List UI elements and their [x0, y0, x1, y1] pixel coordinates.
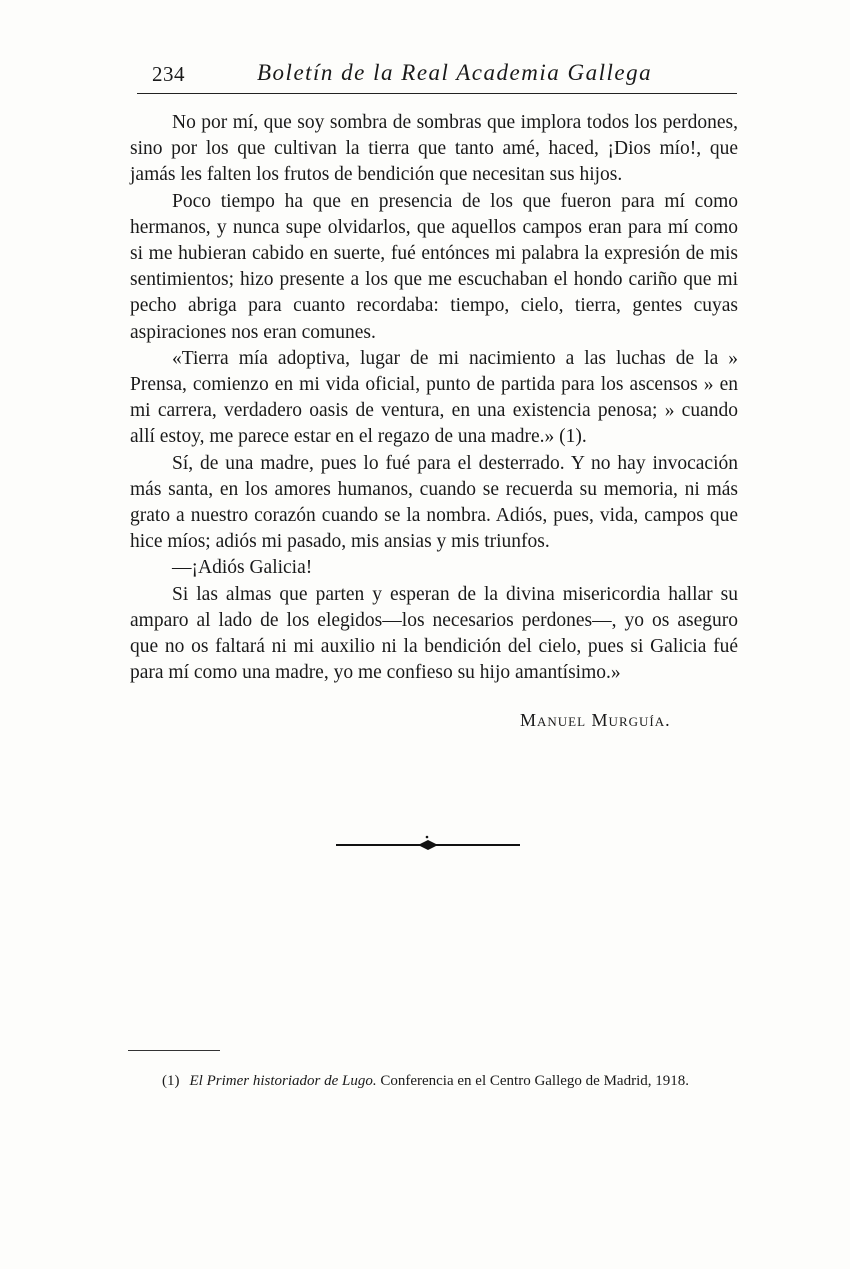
author-signature: Manuel Murguía.: [520, 710, 671, 730]
paragraph: —¡Adiós Galicia!: [172, 557, 313, 579]
running-title: Boletín de la Real Academia Gallega: [257, 60, 653, 85]
paragraph: No por mí, que soy sombra de sombras que implora todos los perdones, sino por los que cultivan la tierra que tanto amé, haced, ¡Dios mío!, que jamás les falten los frutos de bendición que necesitan sus hijos.: [130, 112, 738, 186]
footnote-marker: (1): [162, 1073, 180, 1089]
header-rule: [137, 93, 737, 94]
paragraph: Si las almas que parten y esperan de la divina misericordia hallar su amparo al lado de los elegidos—los necesarios perdones—, yo os aseguro que no os faltará ni mi auxilio ni la bendición del cielo, pues si Galicia fué para mí como una madre, yo me confieso su hijo amantísimo.»: [130, 583, 738, 684]
footnote-text: Conferencia en el Centro Gallego de Madrid, 1918.: [376, 1073, 689, 1089]
ornament-divider: [336, 835, 520, 855]
page-header: [137, 60, 737, 90]
footnote-rule: [128, 1050, 220, 1051]
body-text: [130, 110, 738, 686]
paragraph: Poco tiempo ha que en presencia de los que fueron para mí como hermanos, y nunca supe olvidarlos, que aquellos campos eran para mí como si me hubieran cabido en suerte, fué entónces mi palabra la expresión de mis sentimientos; hizo presente a los que me escuchaban el hondo cariño que mi pecho abriga para cuanto recordaba: tiempo, cielo, tierra, gentes cuyas aspiraciones nos eran comunes.: [130, 190, 738, 343]
paragraph: Sí, de una madre, pues lo fué para el desterrado. Y no hay invocación más santa, en los amores humanos, cuando se recuerda su memoria, ni más grato a nuestro corazón cuando se la nombra. Adiós, pues, vida, campos que hice míos; adiós mi pasado, mis ansias y mis triunfos.: [130, 452, 738, 553]
footnote: [162, 1073, 752, 1090]
page-number: 234: [152, 62, 185, 86]
footnote-title: El Primer historiador de Lugo.: [189, 1073, 377, 1089]
quoted-paragraph: «Tierra mía adoptiva, lugar de mi nacimiento a las luchas de la » Prensa, comienzo en mi vida oficial, punto de partida para los ascensos » en mi carrera, verdadero oasis de ventura, en una existencia penosa; » cuando allí estoy, me parece estar en el regazo de una madre.» (1).: [130, 347, 738, 448]
